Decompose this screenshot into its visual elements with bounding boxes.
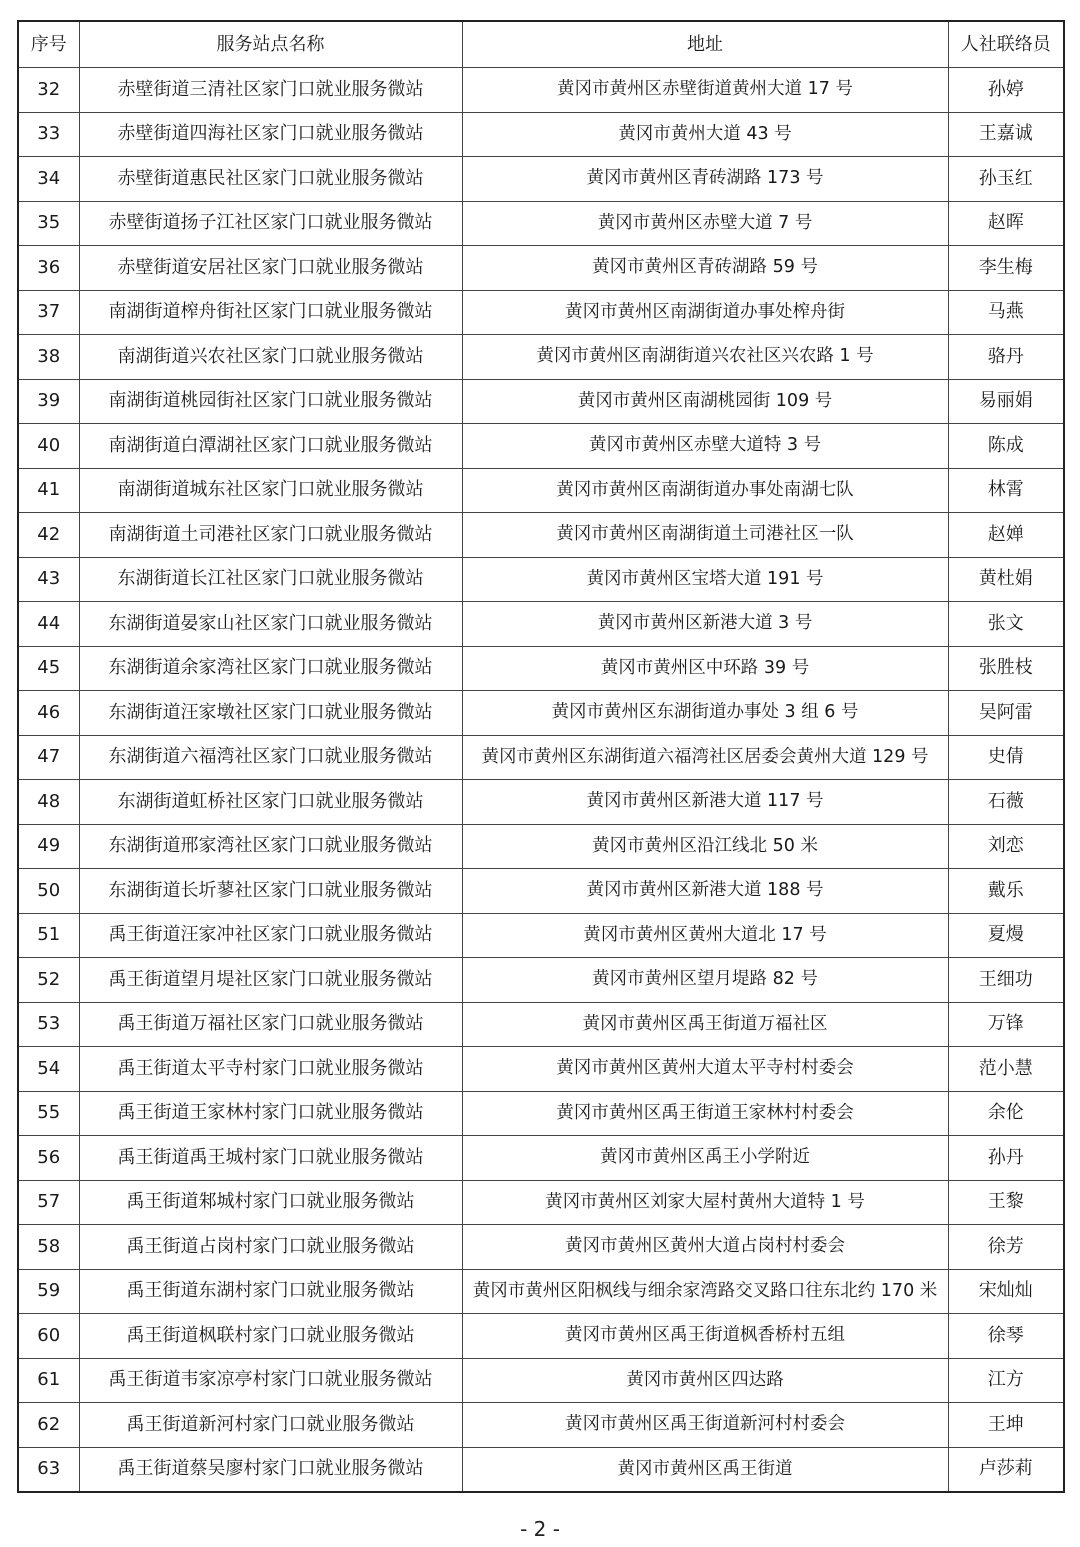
cell-serial-number: 49 [18, 824, 79, 869]
cell-station-name: 禹王街道占岗村家门口就业服务微站 [79, 1225, 462, 1270]
cell-contact-person: 戴乐 [948, 869, 1064, 914]
cell-serial-number: 59 [18, 1269, 79, 1314]
cell-serial-number: 48 [18, 780, 79, 825]
cell-contact-person: 卢莎莉 [948, 1447, 1064, 1492]
cell-contact-person: 张文 [948, 602, 1064, 647]
cell-station-name: 赤壁街道四海社区家门口就业服务微站 [79, 112, 462, 157]
cell-contact-person: 赵晖 [948, 201, 1064, 246]
cell-station-name: 禹王街道东湖村家门口就业服务微站 [79, 1269, 462, 1314]
cell-serial-number: 33 [18, 112, 79, 157]
cell-serial-number: 56 [18, 1136, 79, 1181]
table-row [18, 513, 1064, 558]
cell-station-name: 禹王街道蔡吴廖村家门口就业服务微站 [79, 1447, 462, 1492]
table-row [18, 290, 1064, 335]
cell-station-name: 南湖街道榨舟街社区家门口就业服务微站 [79, 290, 462, 335]
cell-contact-person: 易丽娟 [948, 379, 1064, 424]
table-row [18, 468, 1064, 513]
cell-serial-number: 42 [18, 513, 79, 558]
cell-serial-number: 41 [18, 468, 79, 513]
cell-address: 黄冈市黄州区禹王街道万福社区 [462, 1002, 948, 1047]
cell-contact-person: 马燕 [948, 290, 1064, 335]
cell-station-name: 禹王街道韦家凉亭村家门口就业服务微站 [79, 1358, 462, 1403]
table-row [18, 424, 1064, 469]
cell-station-name: 南湖街道土司港社区家门口就业服务微站 [79, 513, 462, 558]
table-row [18, 557, 1064, 602]
cell-address: 黄冈市黄州区四达路 [462, 1358, 948, 1403]
table-row [18, 1225, 1064, 1270]
table-row [18, 1047, 1064, 1092]
table-row [18, 157, 1064, 202]
cell-contact-person: 孙丹 [948, 1136, 1064, 1181]
cell-contact-person: 夏熳 [948, 913, 1064, 958]
cell-address: 黄冈市黄州区黄州大道占岗村村委会 [462, 1225, 948, 1270]
header-serial-number: 序号 [18, 21, 79, 68]
cell-contact-person: 骆丹 [948, 335, 1064, 380]
cell-serial-number: 39 [18, 379, 79, 424]
table-row [18, 379, 1064, 424]
cell-address: 黄冈市黄州区望月堤路 82 号 [462, 958, 948, 1003]
table-row [18, 335, 1064, 380]
header-station-name: 服务站点名称 [79, 21, 462, 68]
cell-serial-number: 44 [18, 602, 79, 647]
cell-serial-number: 35 [18, 201, 79, 246]
cell-serial-number: 47 [18, 735, 79, 780]
cell-contact-person: 孙玉红 [948, 157, 1064, 202]
cell-contact-person: 宋灿灿 [948, 1269, 1064, 1314]
cell-address: 黄冈市黄州区黄州大道太平寺村村委会 [462, 1047, 948, 1092]
cell-serial-number: 40 [18, 424, 79, 469]
cell-contact-person: 范小慧 [948, 1047, 1064, 1092]
cell-station-name: 禹王街道禹王城村家门口就业服务微站 [79, 1136, 462, 1181]
cell-contact-person: 徐芳 [948, 1225, 1064, 1270]
table-row [18, 735, 1064, 780]
cell-address: 黄冈市黄州区禹王街道王家林村村委会 [462, 1091, 948, 1136]
table-row [18, 1447, 1064, 1492]
cell-address: 黄冈市黄州区赤壁大道特 3 号 [462, 424, 948, 469]
cell-station-name: 南湖街道白潭湖社区家门口就业服务微站 [79, 424, 462, 469]
cell-address: 黄冈市黄州区阳枫线与细余家湾路交叉路口往东北约 170 米 [462, 1269, 948, 1314]
cell-serial-number: 54 [18, 1047, 79, 1092]
cell-serial-number: 38 [18, 335, 79, 380]
cell-serial-number: 51 [18, 913, 79, 958]
cell-contact-person: 万锋 [948, 1002, 1064, 1047]
table-row [18, 1358, 1064, 1403]
table-row [18, 1403, 1064, 1448]
cell-station-name: 南湖街道城东社区家门口就业服务微站 [79, 468, 462, 513]
cell-station-name: 赤壁街道三清社区家门口就业服务微站 [79, 68, 462, 113]
cell-address: 黄冈市黄州区沿江线北 50 米 [462, 824, 948, 869]
cell-contact-person: 张胜枝 [948, 646, 1064, 691]
table-row [18, 646, 1064, 691]
cell-address: 黄冈市黄州区新港大道 117 号 [462, 780, 948, 825]
cell-address: 黄冈市黄州区东湖街道办事处 3 组 6 号 [462, 691, 948, 736]
cell-station-name: 赤壁街道惠民社区家门口就业服务微站 [79, 157, 462, 202]
cell-address: 黄冈市黄州区禹王街道枫香桥村五组 [462, 1314, 948, 1359]
cell-contact-person: 李生梅 [948, 246, 1064, 291]
table-header-row [18, 21, 1064, 68]
cell-address: 黄冈市黄州区新港大道 3 号 [462, 602, 948, 647]
table-row [18, 1091, 1064, 1136]
page-number: - 2 - [520, 1517, 560, 1541]
cell-station-name: 东湖街道邢家湾社区家门口就业服务微站 [79, 824, 462, 869]
cell-contact-person: 王坤 [948, 1403, 1064, 1448]
cell-serial-number: 36 [18, 246, 79, 291]
table-row [18, 824, 1064, 869]
cell-serial-number: 53 [18, 1002, 79, 1047]
cell-contact-person: 刘恋 [948, 824, 1064, 869]
cell-address: 黄冈市黄州大道 43 号 [462, 112, 948, 157]
cell-station-name: 南湖街道兴农社区家门口就业服务微站 [79, 335, 462, 380]
cell-station-name: 东湖街道汪家墩社区家门口就业服务微站 [79, 691, 462, 736]
cell-serial-number: 57 [18, 1180, 79, 1225]
cell-serial-number: 55 [18, 1091, 79, 1136]
table-row [18, 1269, 1064, 1314]
cell-contact-person: 余伦 [948, 1091, 1064, 1136]
table-row [18, 112, 1064, 157]
cell-address: 黄冈市黄州区黄州大道北 17 号 [462, 913, 948, 958]
cell-serial-number: 43 [18, 557, 79, 602]
cell-address: 黄冈市黄州区中环路 39 号 [462, 646, 948, 691]
table-row [18, 780, 1064, 825]
cell-contact-person: 赵婵 [948, 513, 1064, 558]
cell-serial-number: 45 [18, 646, 79, 691]
cell-serial-number: 62 [18, 1403, 79, 1448]
service-station-table [17, 20, 1065, 1493]
cell-station-name: 东湖街道余家湾社区家门口就业服务微站 [79, 646, 462, 691]
cell-station-name: 南湖街道桃园街社区家门口就业服务微站 [79, 379, 462, 424]
cell-contact-person: 王细功 [948, 958, 1064, 1003]
cell-serial-number: 37 [18, 290, 79, 335]
cell-address: 黄冈市黄州区新港大道 188 号 [462, 869, 948, 914]
cell-station-name: 禹王街道新河村家门口就业服务微站 [79, 1403, 462, 1448]
table-row [18, 691, 1064, 736]
table-row [18, 68, 1064, 113]
cell-serial-number: 32 [18, 68, 79, 113]
cell-address: 黄冈市黄州区南湖街道办事处榨舟街 [462, 290, 948, 335]
cell-contact-person: 江方 [948, 1358, 1064, 1403]
cell-station-name: 东湖街道六福湾社区家门口就业服务微站 [79, 735, 462, 780]
table-row [18, 602, 1064, 647]
table-row [18, 958, 1064, 1003]
cell-station-name: 东湖街道长圻蓼社区家门口就业服务微站 [79, 869, 462, 914]
cell-address: 黄冈市黄州区赤壁街道黄州大道 17 号 [462, 68, 948, 113]
cell-address: 黄冈市黄州区禹王街道 [462, 1447, 948, 1492]
cell-contact-person: 徐琴 [948, 1314, 1064, 1359]
cell-contact-person: 吴阿雷 [948, 691, 1064, 736]
table-body [18, 68, 1064, 1493]
cell-address: 黄冈市黄州区禹王街道新河村村委会 [462, 1403, 948, 1448]
table-row [18, 1002, 1064, 1047]
cell-serial-number: 46 [18, 691, 79, 736]
cell-station-name: 禹王街道太平寺村家门口就业服务微站 [79, 1047, 462, 1092]
table-row [18, 1180, 1064, 1225]
cell-serial-number: 61 [18, 1358, 79, 1403]
cell-address: 黄冈市黄州区刘家大屋村黄州大道特 1 号 [462, 1180, 948, 1225]
cell-serial-number: 60 [18, 1314, 79, 1359]
cell-address: 黄冈市黄州区禹王小学附近 [462, 1136, 948, 1181]
table-row [18, 201, 1064, 246]
cell-address: 黄冈市黄州区南湖桃园街 109 号 [462, 379, 948, 424]
cell-station-name: 禹王街道望月堤社区家门口就业服务微站 [79, 958, 462, 1003]
cell-station-name: 东湖街道虹桥社区家门口就业服务微站 [79, 780, 462, 825]
cell-address: 黄冈市黄州区宝塔大道 191 号 [462, 557, 948, 602]
cell-serial-number: 34 [18, 157, 79, 202]
cell-address: 黄冈市黄州区南湖街道办事处南湖七队 [462, 468, 948, 513]
header-address: 地址 [462, 21, 948, 68]
cell-address: 黄冈市黄州区南湖街道土司港社区一队 [462, 513, 948, 558]
cell-station-name: 禹王街道枫联村家门口就业服务微站 [79, 1314, 462, 1359]
cell-contact-person: 林霄 [948, 468, 1064, 513]
cell-serial-number: 58 [18, 1225, 79, 1270]
cell-station-name: 东湖街道长江社区家门口就业服务微站 [79, 557, 462, 602]
cell-address: 黄冈市黄州区赤壁大道 7 号 [462, 201, 948, 246]
cell-contact-person: 黄杜娟 [948, 557, 1064, 602]
cell-station-name: 禹王街道万福社区家门口就业服务微站 [79, 1002, 462, 1047]
table-row [18, 869, 1064, 914]
cell-contact-person: 石薇 [948, 780, 1064, 825]
cell-contact-person: 王嘉诚 [948, 112, 1064, 157]
cell-station-name: 赤壁街道扬子江社区家门口就业服务微站 [79, 201, 462, 246]
cell-station-name: 禹王街道汪家冲社区家门口就业服务微站 [79, 913, 462, 958]
cell-serial-number: 63 [18, 1447, 79, 1492]
table-row [18, 246, 1064, 291]
cell-serial-number: 50 [18, 869, 79, 914]
cell-contact-person: 陈成 [948, 424, 1064, 469]
cell-contact-person: 孙婷 [948, 68, 1064, 113]
cell-contact-person: 王黎 [948, 1180, 1064, 1225]
cell-address: 黄冈市黄州区南湖街道兴农社区兴农路 1 号 [462, 335, 948, 380]
cell-station-name: 东湖街道晏家山社区家门口就业服务微站 [79, 602, 462, 647]
cell-station-name: 禹王街道邾城村家门口就业服务微站 [79, 1180, 462, 1225]
table-row [18, 913, 1064, 958]
cell-contact-person: 史倩 [948, 735, 1064, 780]
table-row [18, 1136, 1064, 1181]
table-row [18, 1314, 1064, 1359]
cell-station-name: 赤壁街道安居社区家门口就业服务微站 [79, 246, 462, 291]
header-contact-person: 人社联络员 [948, 21, 1064, 68]
cell-serial-number: 52 [18, 958, 79, 1003]
cell-station-name: 禹王街道王家林村家门口就业服务微站 [79, 1091, 462, 1136]
cell-address: 黄冈市黄州区青砖湖路 173 号 [462, 157, 948, 202]
cell-address: 黄冈市黄州区东湖街道六福湾社区居委会黄州大道 129 号 [462, 735, 948, 780]
cell-address: 黄冈市黄州区青砖湖路 59 号 [462, 246, 948, 291]
